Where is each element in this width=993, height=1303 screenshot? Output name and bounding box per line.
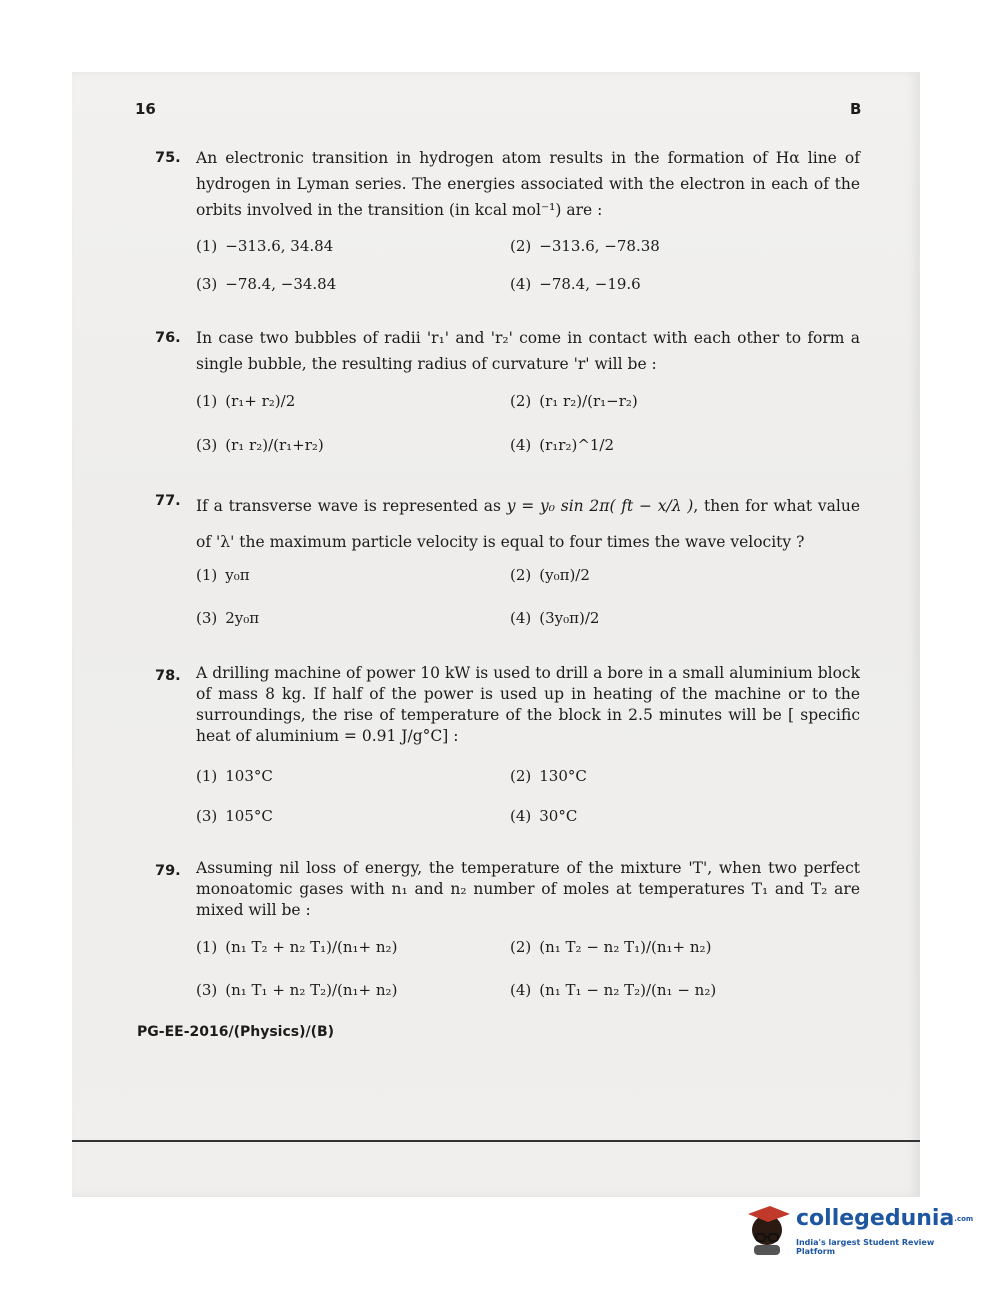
option-77-3: (3) 2y₀π [196, 609, 260, 627]
question-number: 77. [155, 493, 181, 509]
series-code: B [850, 100, 862, 118]
question-number: 76. [155, 330, 181, 346]
question-77 [155, 488, 860, 550]
question-text: A drilling machine of power 10 kW is used to drill a bore in a small aluminium block of mass 8 kg. If half of the power is used up in heating of the machine or to the surroundings, the rise of temperature of the block in 2.5 minutes will be [ specific heat of aluminium = 0.91 J/g°C] : [196, 664, 860, 745]
brand-tagline: India's largest Student Review Platform [796, 1238, 935, 1256]
option-77-1: (1) y₀π [196, 566, 250, 584]
question-number: 78. [155, 668, 181, 684]
option-79-3: (3) (n₁ T₁ + n₂ T₂)/(n₁+ n₂) [196, 981, 398, 999]
option-75-3: (3) −78.4, −34.84 [196, 275, 337, 293]
option-75-1: (1) −313.6, 34.84 [196, 237, 334, 255]
option-75-2: (2) −313.6, −78.38 [510, 237, 660, 255]
option-76-3: (3) (r₁ r₂)/(r₁+r₂) [196, 436, 324, 454]
question-text: An electronic transition in hydrogen atom results in the formation of Hα line of hydrogen in Lyman series. The energies associated with the electron in each of the orbits involved in the transition (in kcal mol⁻¹) are : [196, 149, 860, 219]
question-75 [155, 145, 860, 225]
option-79-4: (4) (n₁ T₁ − n₂ T₂)/(n₁ − n₂) [510, 981, 717, 999]
question-78 [155, 663, 860, 749]
collegedunia-watermark [740, 1200, 974, 1260]
question-number: 75. [155, 150, 181, 166]
option-79-1: (1) (n₁ T₂ + n₂ T₁)/(n₁+ n₂) [196, 938, 398, 956]
option-77-4: (4) (3y₀π)/2 [510, 609, 600, 627]
question-number: 79. [155, 863, 181, 879]
option-76-2: (2) (r₁ r₂)/(r₁−r₂) [510, 392, 638, 410]
option-79-2: (2) (n₁ T₂ − n₂ T₁)/(n₁+ n₂) [510, 938, 712, 956]
option-76-4: (4) (r₁r₂)^1/2 [510, 436, 615, 454]
wave-equation: y = y₀ sin 2π( ft − x/λ ) [506, 497, 694, 515]
option-78-1: (1) 103°C [196, 767, 273, 785]
paper-code-footer: PG-EE-2016/(Physics)/(B) [137, 1024, 335, 1040]
option-76-1: (1) (r₁+ r₂)/2 [196, 392, 296, 410]
option-77-2: (2) (y₀π)/2 [510, 566, 590, 584]
question-text: If a transverse wave is represented as y = y₀ sin 2π( ft − x/λ ), then for what value of 'λ' the maximum particle velocity is equal to four times the wave velocity ? [196, 497, 860, 551]
option-78-2: (2) 130°C [510, 767, 587, 785]
option-75-4: (4) −78.4, −19.6 [510, 275, 641, 293]
question-text: In case two bubbles of radii 'r₁' and 'r₂' come in contact with each other to form a single bubble, the resulting radius of curvature 'r' will be : [196, 329, 860, 373]
question-79 [155, 858, 860, 924]
student-mascot-icon [740, 1200, 794, 1258]
page-bottom-edge [72, 1140, 920, 1142]
question-76 [155, 325, 860, 377]
question-text: Assuming nil loss of energy, the temperature of the mixture 'T', when two perfect monoatomic gases with n₁ and n₂ number of moles at temperatures T₁ and T₂ are mixed will be : [196, 859, 860, 919]
brand-name: collegedunia.com [796, 1206, 974, 1231]
option-78-3: (3) 105°C [196, 807, 273, 825]
page-number: 16 [135, 100, 156, 118]
option-78-4: (4) 30°C [510, 807, 578, 825]
